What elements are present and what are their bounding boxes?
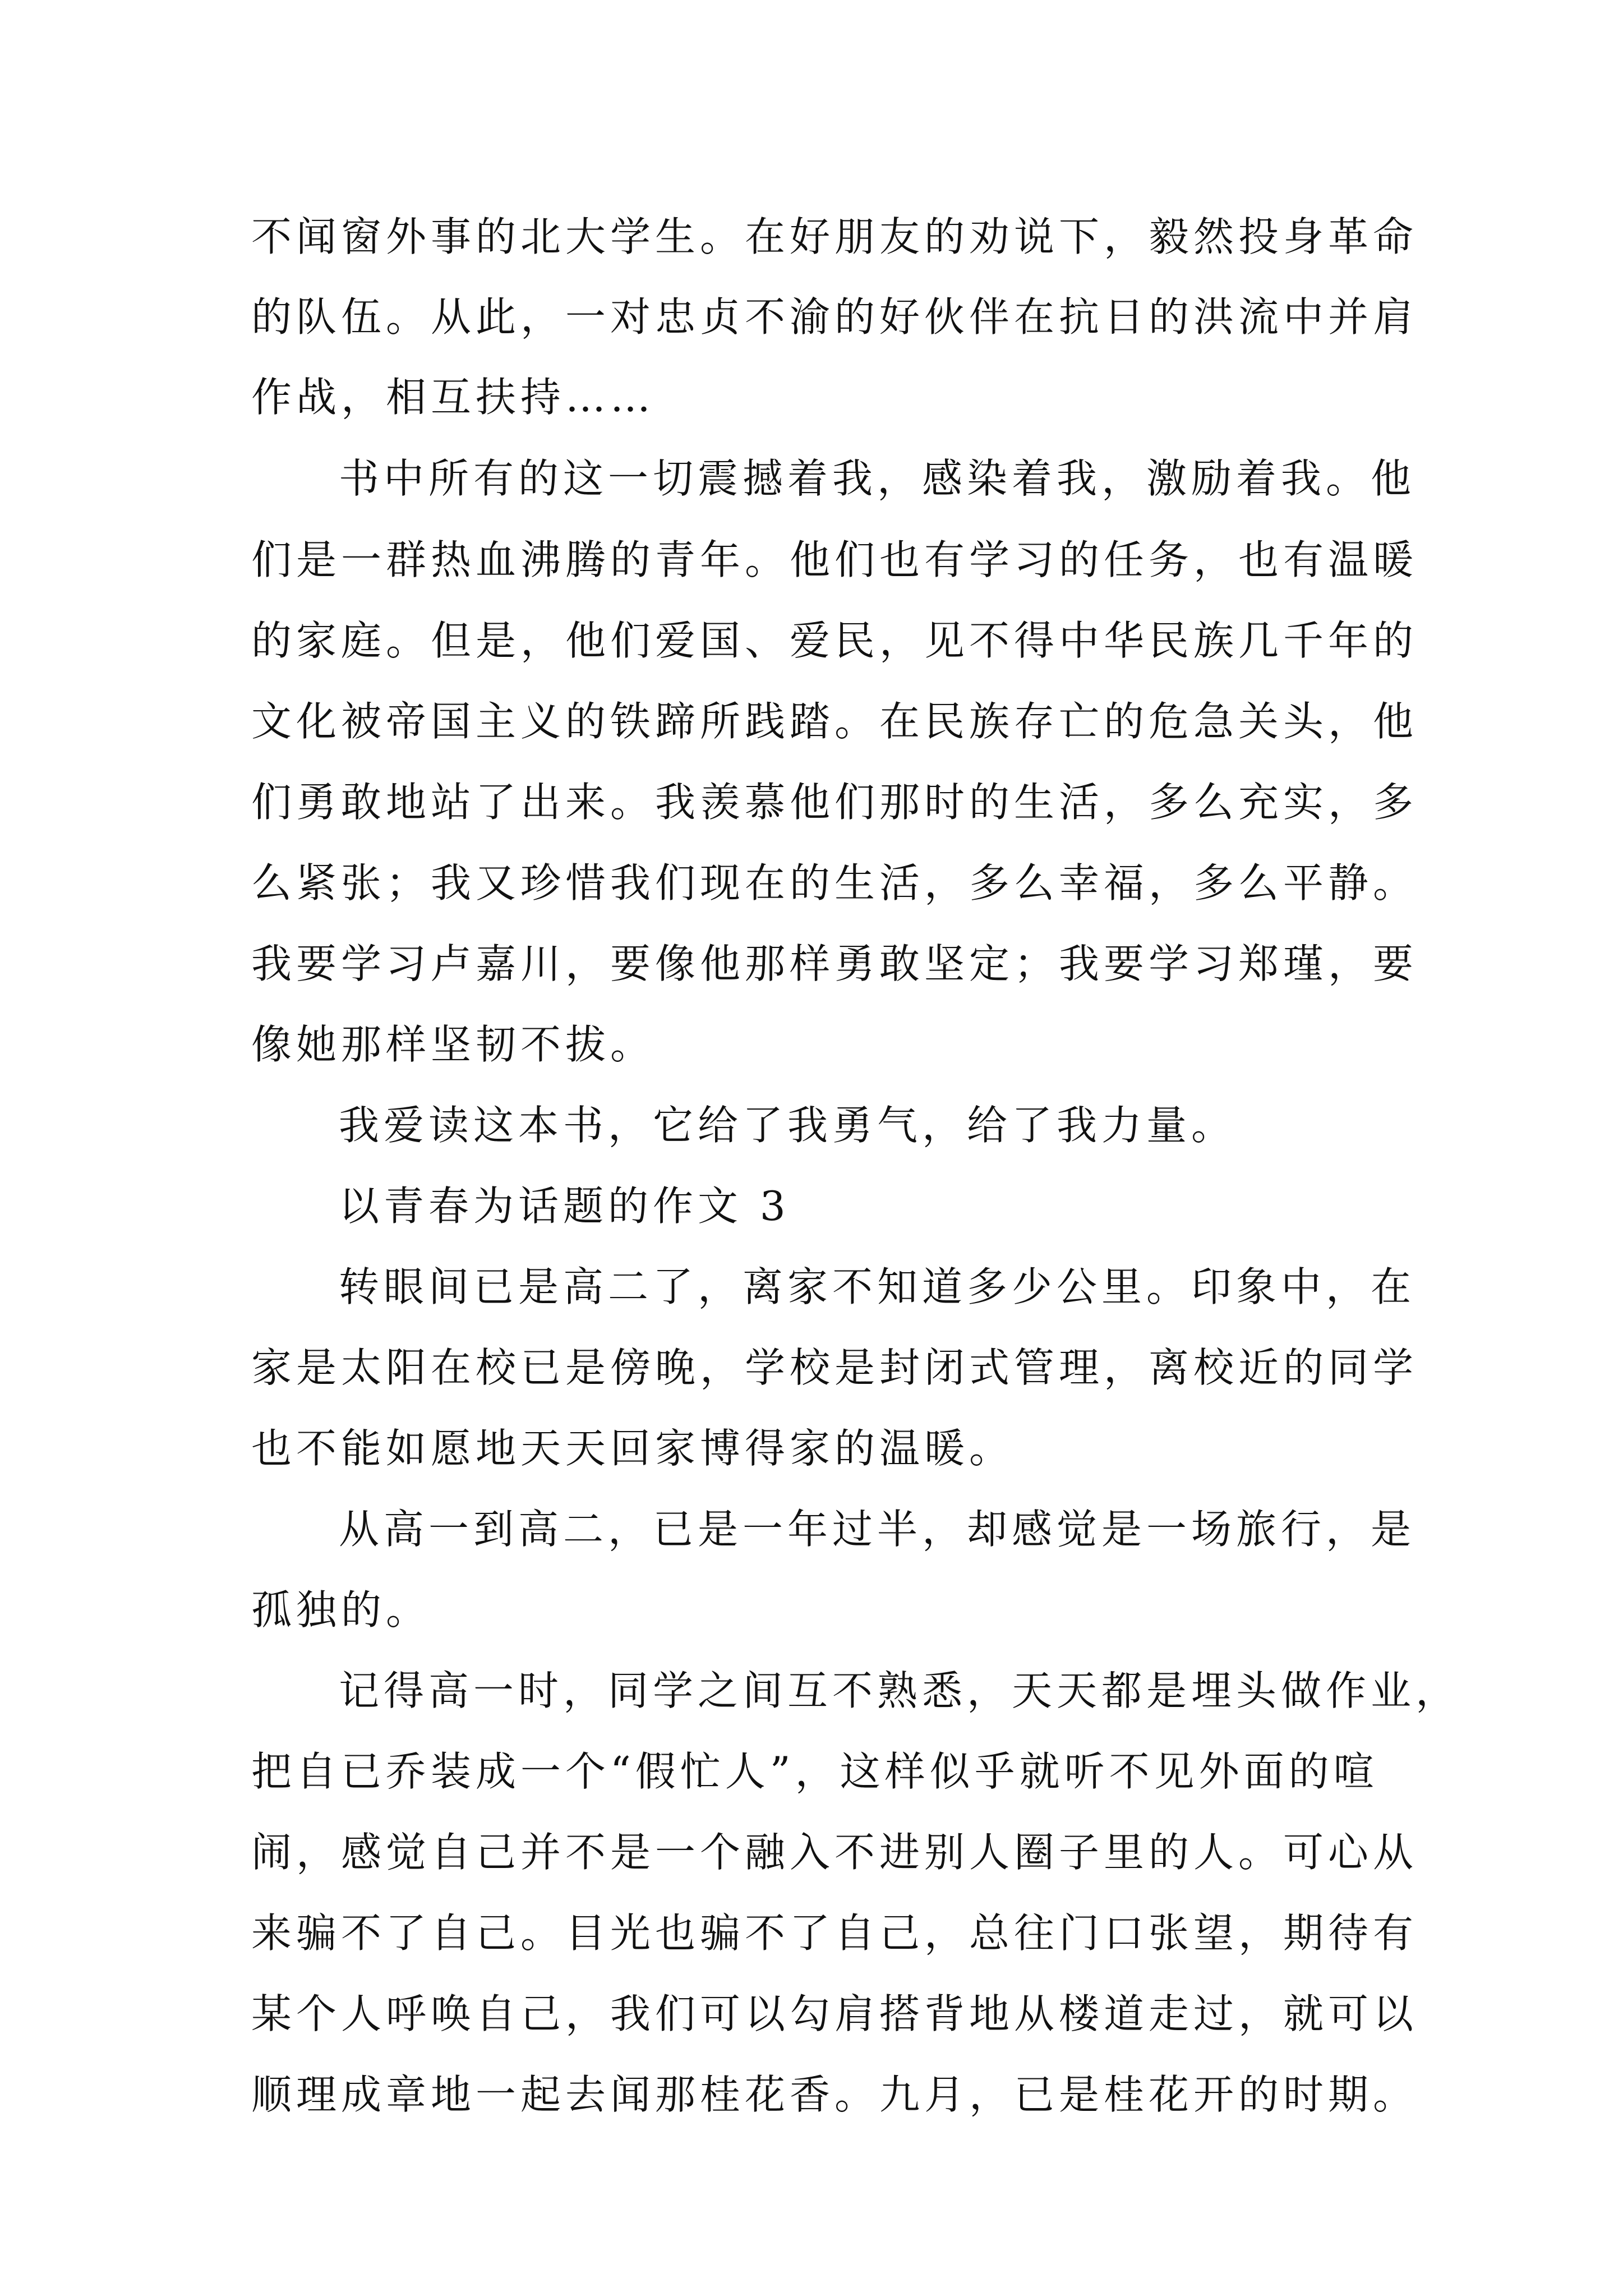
text-line: 我爱读这本书，它给了我勇气，给了我力量。 [339,1102,1237,1149]
text-line: 作战，相互扶持…… [251,374,656,421]
text-line: 闹，感觉自己并不是一个融入不进别人圈子里的人。可心从 [251,1829,1418,1876]
text-line: 像她那样坚韧不拔。 [251,1021,656,1068]
text-line: 们是一群热血沸腾的青年。他们也有学习的任务，也有温暖 [251,536,1418,583]
text-line: 不闻窗外事的北大学生。在好朋友的劝说下，毅然投身革命 [251,213,1418,260]
text-line: 孤独的。 [251,1586,431,1634]
text-line: 来骗不了自己。目光也骗不了自己，总往门口张望，期待有 [251,1910,1418,1957]
text-line: 书中所有的这一切震撼着我，感染着我，激励着我。他 [339,455,1416,502]
text-line: 某个人呼唤自己，我们可以勾肩搭背地从楼道走过，就可以 [251,1990,1418,2037]
section-heading: 以青春为话题的作文 3 [339,1182,790,1230]
text-line: 们勇敢地站了出来。我羡慕他们那时的生活，多么充实，多 [251,779,1418,826]
text-line: 我要学习卢嘉川，要像他那样勇敢坚定；我要学习郑瑾，要 [251,940,1418,987]
text-line: 么紧张；我又珍惜我们现在的生活，多么幸福，多么平静。 [251,859,1418,907]
text-line: 顺理成章地一起去闻那桂花香。九月，已是桂花开的时期。 [251,2071,1418,2118]
text-line: 的队伍。从此，一对忠贞不渝的好伙伴在抗日的洪流中并肩 [251,293,1418,341]
text-line: 的家庭。但是，他们爱国、爱民，见不得中华民族几千年的 [251,617,1418,664]
text-line: 转眼间已是高二了，离家不知道多少公里。印象中，在 [339,1263,1416,1310]
text-line: 文化被帝国主义的铁蹄所践踏。在民族存亡的危急关头，他 [251,698,1418,745]
text-line: 把自已乔装成一个“假忙人”，这样似乎就听不见外面的喧 [251,1748,1378,1795]
text-line: 家是太阳在校已是傍晚，学校是封闭式管理，离校近的同学 [251,1344,1418,1391]
text-line: 记得高一时，同学之间互不熟悉，天天都是埋头做作业， [339,1667,1461,1714]
text-line: 从高一到高二，已是一年过半，却感觉是一场旅行，是 [339,1506,1416,1553]
text-line: 也不能如愿地天天回家博得家的温暖。 [251,1425,1015,1472]
